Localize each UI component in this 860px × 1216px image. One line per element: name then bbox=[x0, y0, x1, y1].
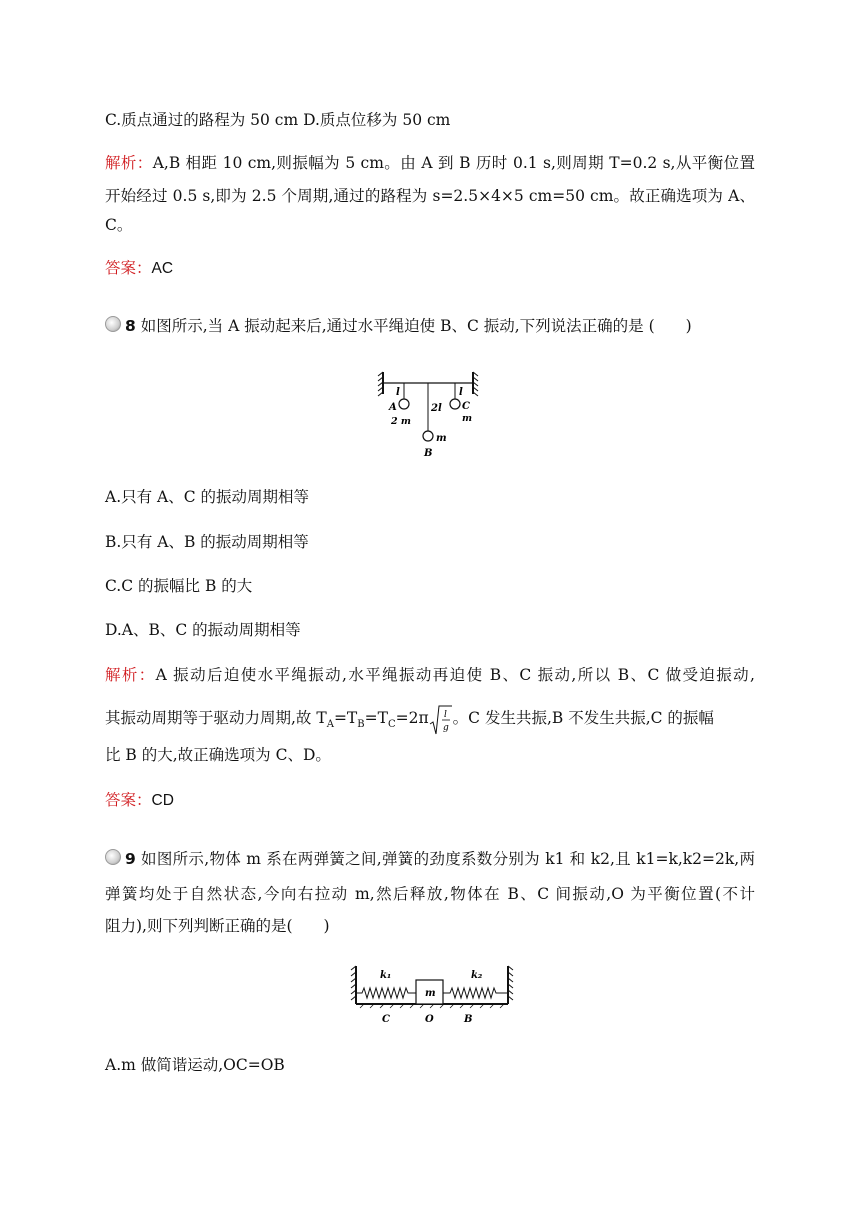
q8-analysis-text1: A 振动后迫使水平绳振动,水平绳振动再迫使 B、C 振动,所以 B、C 做受迫振动, bbox=[155, 666, 755, 684]
q8-analysis-text2-post: 。C 发生共振,B 不发生共振,C 的振幅 bbox=[452, 709, 714, 727]
label-b-mass: m bbox=[436, 433, 447, 444]
q7-analysis-line2: 开始经过 0.5 s,即为 2.5 个周期,通过的路程为 s=2.5×4×5 cm=50 cm。故正确选项为 A、 bbox=[105, 187, 755, 205]
question-number: 9 bbox=[125, 850, 136, 868]
label-o: O bbox=[425, 1014, 434, 1025]
answer-value: AC bbox=[151, 260, 174, 277]
q8-option-c: C.C 的振幅比 B 的大 bbox=[105, 577, 253, 595]
label-b: B bbox=[464, 1014, 473, 1025]
label-c-mass: m bbox=[462, 413, 473, 424]
pendulum-figure bbox=[375, 368, 485, 460]
q9-stem-line3: 阻力),则下列判断正确的是( ) bbox=[105, 917, 330, 935]
q8-analysis-line2 bbox=[105, 702, 714, 734]
label-b: B bbox=[424, 448, 433, 459]
frac-den: g bbox=[442, 722, 449, 733]
label-c: C bbox=[382, 1014, 390, 1025]
sub-b: B bbox=[357, 719, 365, 731]
eq-tb: =T bbox=[333, 709, 358, 727]
q8-option-d: D.A、B、C 的振动周期相等 bbox=[105, 621, 301, 639]
q8-answer bbox=[105, 790, 174, 811]
q7-analysis-text1: A,B 相距 10 cm,则振幅为 5 cm。由 A 到 B 历时 0.1 s,则周期 T=0.2 s,从平衡位置 bbox=[152, 154, 755, 172]
label-l-left: l bbox=[396, 387, 400, 398]
label-k1: k₁ bbox=[380, 970, 392, 981]
question-marker-icon bbox=[105, 316, 121, 332]
label-a-mass: 2 m bbox=[391, 416, 411, 427]
q9-stem-line1 bbox=[105, 849, 755, 869]
analysis-label: 解析： bbox=[105, 666, 156, 684]
label-2l: 2l bbox=[431, 403, 442, 414]
label-k2: k₂ bbox=[471, 970, 483, 981]
q8-analysis-line1 bbox=[105, 665, 755, 685]
label-a: A bbox=[389, 402, 397, 413]
q7-answer bbox=[105, 258, 173, 279]
q8-option-a: A.只有 A、C 的振动周期相等 bbox=[105, 488, 310, 506]
q8-analysis-line3: 比 B 的大,故正确选项为 C、D。 bbox=[105, 746, 331, 764]
q8-analysis-text2-pre: 其振动周期等于驱动力周期,故 T bbox=[105, 709, 327, 727]
sub-c: C bbox=[387, 719, 396, 731]
answer-label: 答案： bbox=[105, 791, 152, 809]
q8-stem-text: 如图所示,当 A 振动起来后,通过水平绳迫使 B、C 振动,下列说法正确的是 ( ) bbox=[140, 317, 692, 335]
answer-label: 答案： bbox=[105, 259, 152, 277]
answer-value: CD bbox=[151, 792, 174, 809]
question-marker-icon bbox=[105, 849, 121, 865]
frac-num: l bbox=[443, 709, 447, 720]
q8-option-b: B.只有 A、B 的振动周期相等 bbox=[105, 533, 309, 551]
label-m: m bbox=[425, 988, 436, 999]
question-number: 8 bbox=[125, 317, 136, 335]
q9-stem-text1: 如图所示,物体 m 系在两弹簧之间,弹簧的劲度系数分别为 k1 和 k2,且 k1=k,k2=2k,两 bbox=[141, 850, 755, 868]
label-l-right: l bbox=[459, 387, 463, 398]
q7-option-cd: C.质点通过的路程为 50 cm D.质点位移为 50 cm bbox=[105, 111, 451, 129]
label-c: C bbox=[462, 401, 470, 412]
q9-option-a: A.m 做简谐运动,OC=OB bbox=[105, 1056, 285, 1074]
q7-analysis-line1 bbox=[105, 153, 755, 173]
sub-a: A bbox=[326, 719, 334, 731]
formula-eq: =2π bbox=[395, 709, 429, 727]
eq-tc: =T bbox=[364, 709, 388, 727]
spring-figure bbox=[350, 962, 514, 1028]
analysis-label: 解析： bbox=[105, 154, 153, 172]
q7-analysis-line3: C。 bbox=[105, 216, 133, 234]
sqrt-fraction bbox=[429, 703, 453, 736]
q9-stem-line2: 弹簧均处于自然状态,今向右拉动 m,然后释放,物体在 B、C 间振动,O 为平衡位置(不计 bbox=[105, 885, 755, 903]
q8-stem bbox=[105, 316, 692, 336]
